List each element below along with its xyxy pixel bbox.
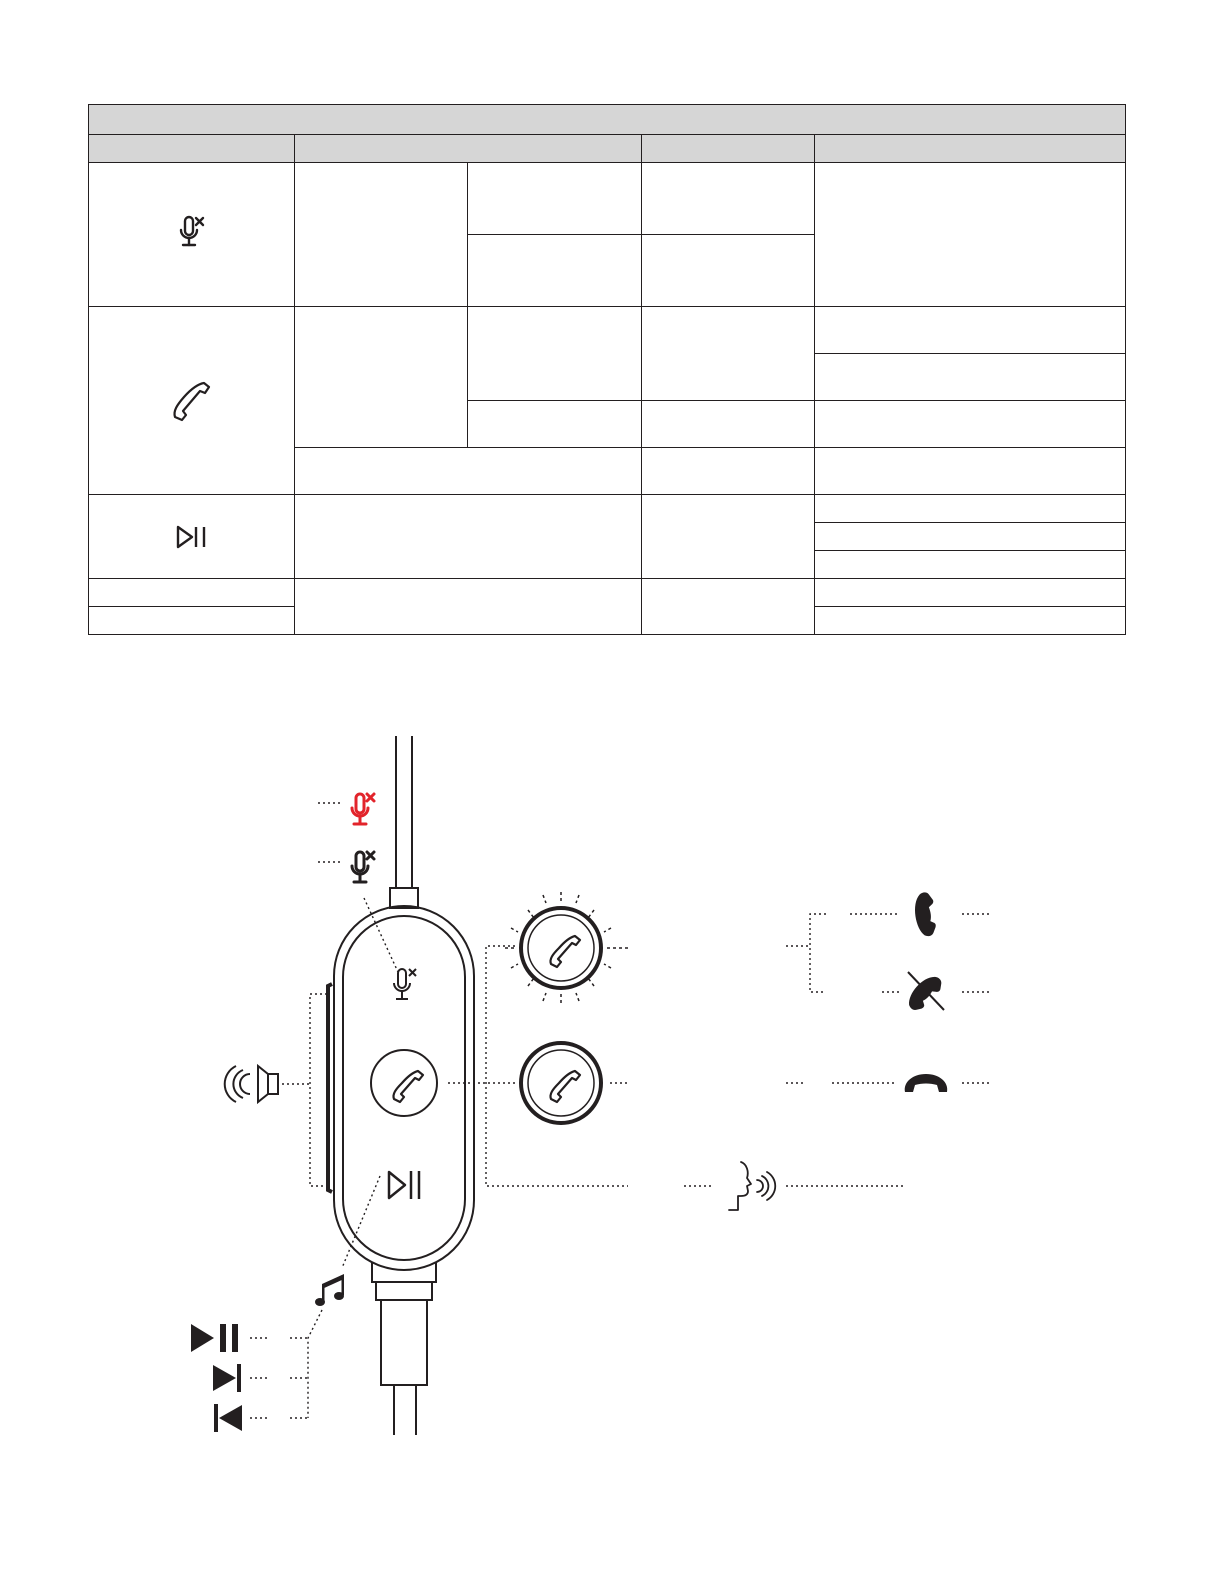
music-leader-lines	[250, 1176, 380, 1418]
phone-steady-icon	[521, 1043, 601, 1123]
next-track-icon	[213, 1364, 241, 1392]
phone-hangup-icon	[905, 1074, 948, 1092]
phone-answer-icon	[912, 891, 939, 938]
cable-bottom	[372, 1262, 436, 1435]
remote-mute-button	[394, 969, 416, 999]
play-pause-filled-icon	[191, 1324, 238, 1352]
phone-blinking-icon	[505, 892, 628, 1004]
mute-leader-lines	[318, 803, 398, 972]
cable-top	[390, 736, 418, 908]
mic-mute-red-icon	[352, 794, 374, 824]
volume-leader-lines	[282, 994, 327, 1186]
remote-body	[334, 906, 474, 1270]
volume-rocker	[328, 984, 332, 1192]
phone-reject-icon	[904, 971, 946, 1015]
previous-track-icon	[214, 1404, 242, 1432]
mic-mute-icon	[352, 852, 374, 882]
remote-call-button	[371, 1050, 437, 1116]
remote-play-pause-button	[389, 1171, 419, 1199]
voice-assistant-icon	[729, 1162, 775, 1210]
speaker-volume-icon	[225, 1066, 278, 1102]
music-note-icon	[315, 1274, 344, 1306]
